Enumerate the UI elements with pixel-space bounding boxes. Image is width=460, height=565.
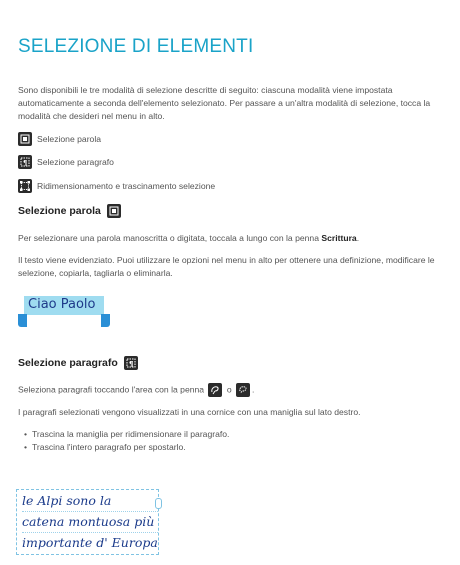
- selection-handle-right[interactable]: [101, 314, 110, 327]
- mode-label: Selezione paragrafo: [37, 157, 114, 167]
- word-select-icon: [107, 204, 121, 218]
- word-selection-example: [18, 296, 110, 332]
- lasso-pen-icon: [208, 383, 222, 397]
- pen-name: Scrittura: [321, 233, 357, 243]
- list-item: • Trascina l'intero paragrafo per spostarlo.: [18, 441, 443, 454]
- section-heading-word: [18, 204, 121, 218]
- handwriting-line: catena montuosa più: [22, 512, 158, 533]
- handwritten-paragraph: [22, 491, 158, 553]
- paragraph-paragraph-1: [18, 383, 443, 397]
- svg-text:¶: ¶: [128, 360, 134, 368]
- text-span: o: [226, 384, 232, 395]
- text-span: Seleziona paragrafi toccando l'area con la penna: [18, 384, 205, 395]
- word-paragraph-2: Il testo viene evidenziato. Puoi utilizzare le opzioni nel menu in alto per ottenere una definizione, modificare le selezione, copiarla, tagliarla o eliminarla.: [18, 255, 435, 278]
- section-heading-text: Selezione parola: [18, 205, 101, 217]
- mode-resize-drag: [18, 178, 215, 194]
- text-span: .: [252, 384, 255, 395]
- svg-text:¶: ¶: [23, 159, 28, 167]
- bullet-list: [18, 428, 443, 454]
- mode-paragraph-select: [18, 154, 114, 170]
- selection-handle-left[interactable]: [18, 314, 27, 327]
- text-span: .: [356, 233, 360, 243]
- selected-word: Ciao Paolo: [28, 297, 96, 312]
- word-select-icon: [18, 132, 32, 146]
- page-title: SELEZIONE DI ELEMENTI: [18, 36, 254, 57]
- mode-word-select: [18, 131, 101, 147]
- paragraph-selection-example: [16, 489, 161, 555]
- handwriting-line: importante d' Europa: [22, 535, 158, 550]
- paragraph-select-icon: [124, 356, 138, 370]
- handwriting-line: le Alpi sono la: [22, 491, 158, 512]
- section-heading-paragraph: [18, 356, 138, 370]
- mode-label: Ridimensionamento e trascinamento selezione: [37, 181, 216, 191]
- paragraph-paragraph-2: I paragrafi selezionati vengono visualizzati in una cornice con una maniglia sul lato destro.: [18, 407, 361, 417]
- mode-label: Selezione parola: [37, 134, 102, 144]
- resize-drag-icon: [18, 179, 32, 193]
- paragraph-select-icon: [18, 155, 32, 169]
- lasso-select-icon: [236, 383, 250, 397]
- text-span: Per selezionare una parola manoscritta o digitata, toccala a lungo con la penna: [18, 233, 322, 243]
- word-paragraph-1: [18, 232, 443, 245]
- list-item: • Trascina la maniglia per ridimensionare il paragrafo.: [18, 428, 443, 441]
- intro-paragraph: Sono disponibili le tre modalità di selezione descritte di seguito: ciascuna modalità viene impostata automaticamente a seconda dell'elemento selezionato. Per passare a un'altra modalità di selezione, tocca la modalità che desideri nel menu in alto.: [18, 85, 431, 121]
- section-heading-text: Selezione paragrafo: [18, 357, 118, 369]
